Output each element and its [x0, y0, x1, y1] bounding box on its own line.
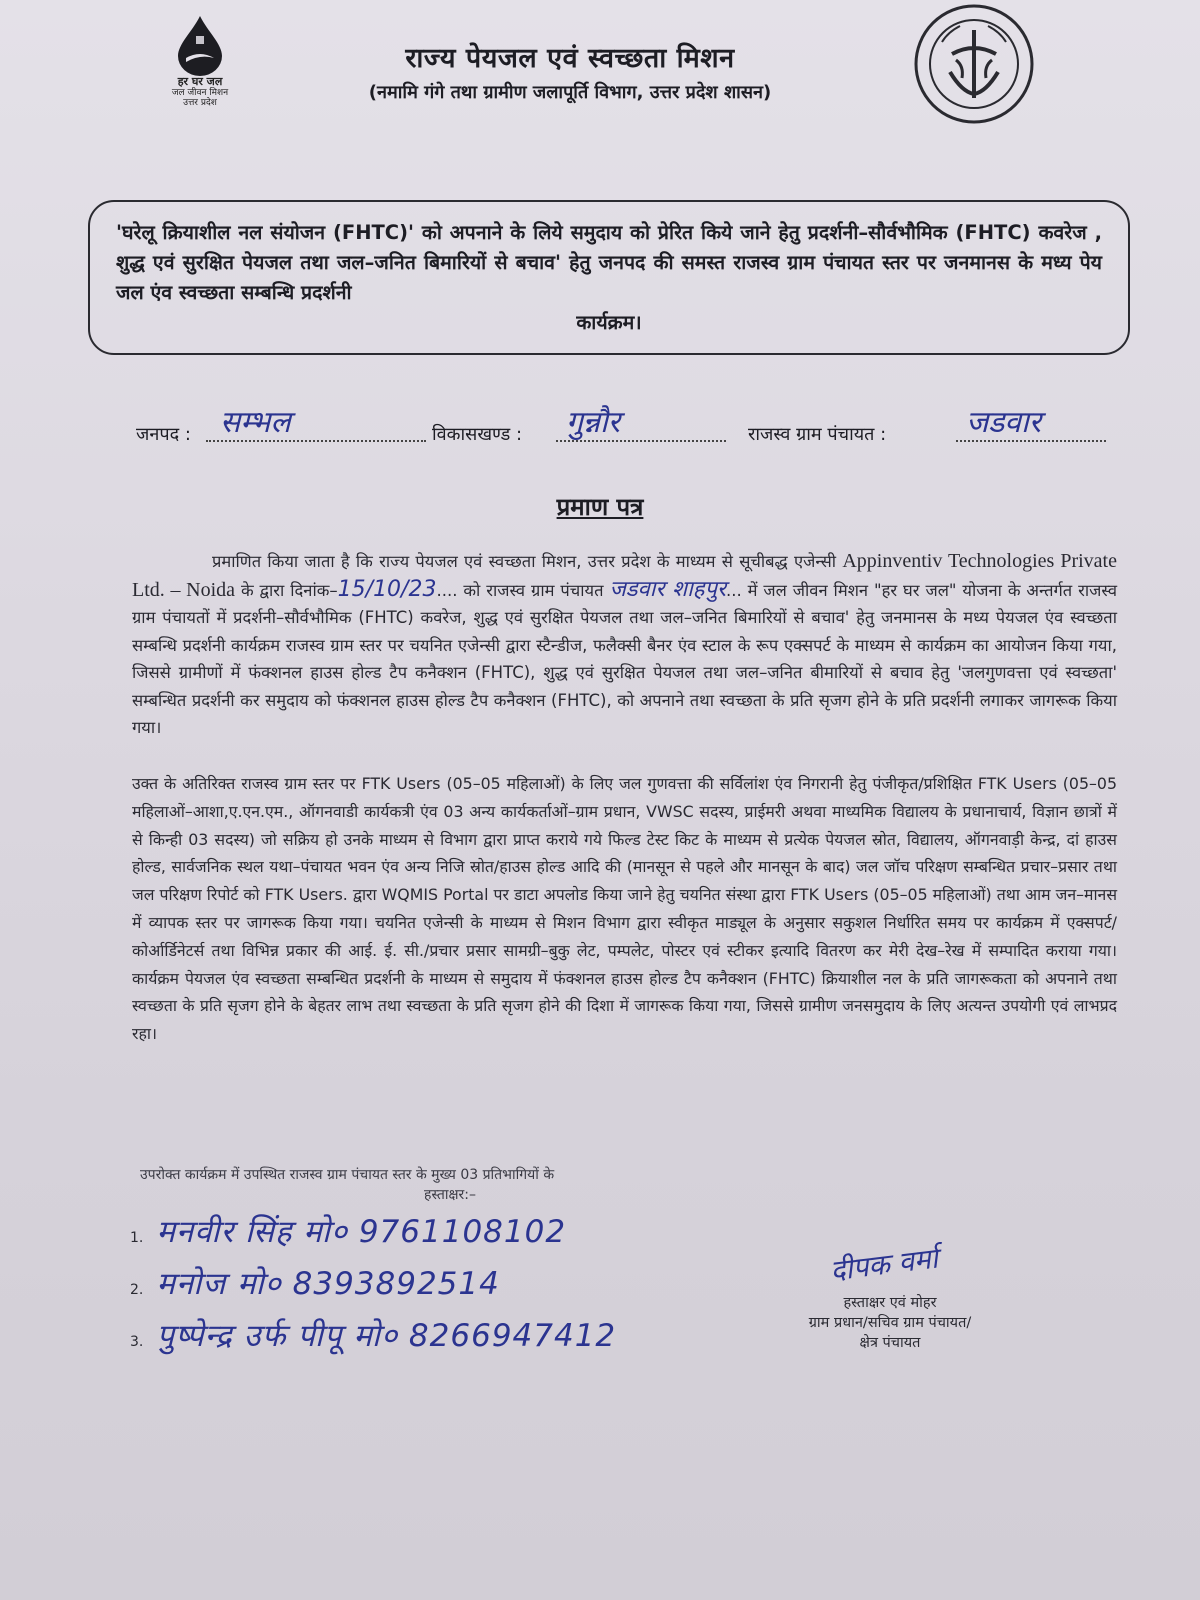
logo-caption-2: जल जीवन मिशन	[171, 88, 229, 98]
signatory-number: 3.	[130, 1334, 144, 1350]
logo-caption-1: हर घर जल	[177, 75, 223, 88]
note-line-1: उपरोक्त कार्यक्रम में उपस्थित राजस्व ग्राम पंचायत स्तर के मुख्य 03 प्रतिभागियों के	[140, 1167, 555, 1183]
paragraph-2: उक्त के अतिरिक्त राजस्व ग्राम स्तर पर FTK Users (05–05 महिलाओं) के लिए जल गुणवत्ता की सर्विलांश एंव निगरानी हेतु पंजीकृत/प्रशिक्षित FTK Users (05–05 महिलाओं–आशा,ए.एन.एम., ऑगनवाडी कार्यकत्री एंव 03 अन्य कार्यकर्ताओं–ग्राम प्रधान, VWSC सदस्य, प्राईमरी अथवा माध्यमिक विद्यालय के प्रधानाचार्य, विज्ञान छात्रों में से किन्ही 03 सदस्य) जो सक्रिय हो उनके माध्यम से विभाग द्वारा प्राप्त कराये गये फिल्ड टेस्ट किट के माध्यम से प्रत्येक पेयजल स्रोत, विद्यालय, ऑगनवाड़ी केन्द्र, दां हाउस होल्ड, सार्वजनिक स्थल यथा–पंचायत भवन एंव अन्य निजि स्रोत/हाउस होल्ड आदि की (मानसून से पहले और मानसून के बाद) जल जॉच परिक्षण सम्बन्धित प्रचार–प्रसार तथा जल परिक्षण रिपोर्ट को FTK Users. द्वारा WQMIS Portal पर डाटा अपलोड किया जाने हेतु चयनित संस्था द्वारा FTK Users (05–05 महिलाओं) तथा आम जन–मानस में व्यापक स्तर पर जागरूक किया गया। चयनित एजेन्सी के माध्यम से मिशन विभाग द्वारा स्वीकृत माड्यूल के अनुसार सकुशल निर्धारित समय पर कार्यक्रम में एक्सपर्ट/कोर्आर्डिनेटर्स तथा विभिन्न प्रकार की आई. ई. सी./प्रचार प्रसार सामग्री–बुकु लेट, पम्पलेट, पोस्टर एवं स्टीकर इत्यादि वितरण कर मेरी देख–रेख में सम्पादित कराया गया। कार्यक्रम पेयजल एंव स्वच्छता सम्बन्धित प्रदर्शनी के माध्यम से समुदाय में फंक्शनल हाउस होल्ड टैप कनैक्शन (FHTC) क्रियाशील नल के प्रति जागरूकता को अपनाने तथा स्वच्छता के प्रति सृजग होने के बेहतर लाभ तथा स्वच्छता के प्रति सृजग होने की दिशा में जागरूक किया गया, जिससे ग्रामीण जनसमुदाय के लिए अत्यन्त उपयोगी एवं लाभप्रद रहा।	[132, 774, 1117, 1044]
up-government-seal	[912, 2, 1036, 126]
box-line-2: प्रदर्शनी–सौर्वभौमिक (FHTC) कवरेज , शुद्ध एवं सुरक्षित पेयजल तथा जल–जनित बिमारियों से बचाव' हेतु	[116, 221, 1102, 274]
official-caption	[760, 1293, 1020, 1353]
p1-intro: प्रमाणित किया जाता है कि राज्य पेयजल एवं स्वच्छता मिशन, उत्तर प्रदेश के माध्यम से सूचीबद्ध एजेन्सी	[212, 552, 837, 571]
signatory-1	[130, 1210, 566, 1252]
p1-date-label: के द्वारा दिनांक–	[240, 580, 338, 600]
official-signature: दीपक वर्मा	[828, 1241, 940, 1288]
signatory-text: मनोज मो० 8393892514	[156, 1266, 500, 1302]
panchayat-value: जडवार	[966, 405, 1042, 440]
signatory-text: मनवीर सिंह मो० 9761108102	[156, 1214, 567, 1250]
signatory-text: पुष्पेन्द्र उर्फ पीपू मो० 8266947412	[156, 1318, 617, 1354]
box-line-1: 'घरेलू क्रियाशील नल संयोजन (FHTC)' को अपनाने के लिये समुदाय को प्रेरित किये जाने हेतु	[116, 221, 800, 244]
signatory-number: 2.	[130, 1282, 144, 1298]
signatory-3	[130, 1314, 616, 1356]
box-line-4: कार्यक्रम।	[576, 311, 642, 334]
certificate-heading: प्रमाण पत्र	[556, 493, 644, 521]
paragraph-1: प्रमाणित किया जाता है कि राज्य पेयजल एवं स्वच्छता मिशन, उत्तर प्रदेश के माध्यम से सूचीबद्ध एजेन्सी Appinventiv Technologies Private Ltd. – Noida के द्वारा दिनांक–15/10/23.... को राजस्व ग्राम पंचायत जडवार शाहपुर... में जल जीवन मिशन "हर घर जल" योजना के अन्तर्गत राजस्व ग्राम पंचायतों में प्रदर्शनी–सौर्वभौमिक (FHTC) कवरेज, शुद्ध एवं सुरक्षित पेयजल तथा जल–जनित बिमारियों से बचाव' हेतु जनमानस के मध्य पेयजल एंव स्वच्छता सम्बन्धि प्रदर्शनी कार्यक्रम राजस्व ग्राम स्तर पर चयनित एजेन्सी द्वारा स्टैन्डीज, फलैक्सी बैनर एंव स्टाल के रूप एक्सपर्ट के माध्यम से कार्यक्रम का आयोजन किया गया, जिससे ग्रामीणों में फंक्शनल हाउस होल्ड टैप कनैक्शन (FHTC), शुद्ध एवं सुरक्षित पेयजल तथा जल–जनित बीमारियों से बचाव हेतु 'जलगुणवत्ता एवं स्वच्छता' सम्बन्धित प्रदर्शनी कर समुदाय को फंक्शनल हाउस होल्ड टैप कनैक्शन (FHTC), को अपनाने तथा स्वच्छता के प्रति सृजग होने के प्रति प्रदर्शनी लगाकर जागरूक किया गया।	[132, 550, 1117, 737]
official-caption-2: ग्राम प्रधान/सचिव ग्राम पंचायत/	[808, 1315, 972, 1331]
district-label: जनपद :	[136, 424, 191, 445]
logo-caption-3: उत्तर प्रदेश	[183, 98, 217, 108]
panchayat-handwritten: जडवार शाहपुर	[609, 576, 726, 602]
p1-body: में जल जीवन मिशन "हर घर जल" योजना के अन्तर्गत राजस्व ग्राम पंचायतों में प्रदर्शनी–सौर्वभौमिक (FHTC) कवरेज, शुद्ध एवं सुरक्षित पेयजल तथा जल–जनित बिमारियों से बचाव' हेतु जनमानस के मध्य पेयजल एंव स्वच्छता सम्बन्धि प्रदर्शनी कार्यक्रम राजस्व ग्राम स्तर पर चयनित एजेन्सी द्वारा स्टैन्डीज, फलैक्सी बैनर एंव स्टाल के रूप एक्सपर्ट के माध्यम से कार्यक्रम का आयोजन किया गया, जिससे ग्रामीणों में फंक्शनल हाउस होल्ड टैप कनैक्शन (FHTC), शुद्ध एवं सुरक्षित पेयजल तथा जल–जनित बीमारियों से बचाव हेतु 'जलगुणवत्ता एवं स्वच्छता' सम्बन्धित प्रदर्शनी कर समुदाय को फंक्शनल हाउस होल्ड टैप कनैक्शन (FHTC), को अपनाने तथा स्वच्छता के प्रति सृजग होने के प्रति प्रदर्शनी लगाकर जागरूक किया गया।	[132, 580, 1117, 737]
signatory-number: 1.	[130, 1230, 144, 1246]
district-value: सम्भल	[220, 405, 291, 440]
block-label: विकासखण्ड :	[432, 424, 523, 445]
programme-title-box	[88, 200, 1130, 355]
event-date: 15/10/23	[337, 576, 437, 602]
note-line-2: हस्ताक्षर:–	[424, 1187, 476, 1203]
agency-name: Appinventiv Technologies Private Ltd. – Noida	[132, 550, 1117, 601]
block-value: गुन्नौर	[566, 405, 621, 440]
location-fields	[136, 400, 1116, 450]
official-caption-1: हस्ताक्षर एवं मोहर	[843, 1295, 937, 1311]
official-caption-3: क्षेत्र पंचायत	[859, 1335, 921, 1351]
seal-text	[912, 2, 1036, 126]
signatory-2	[130, 1262, 500, 1304]
participants-note	[140, 1165, 760, 1205]
box-line-3: जनपद की समस्त राजस्व ग्राम पंचायत स्तर पर जनमानस के मध्य पेय जल एंव स्वच्छता सम्बन्धि प्रदर्शनी	[116, 251, 1102, 304]
har-ghar-jal-logo	[145, 14, 255, 108]
page-subtitle: (नमामि गंगे तथा ग्रामीण जलापूर्ति विभाग, उत्तर प्रदेश शासन)	[368, 82, 772, 103]
p1-panchayat-label: को राजस्व ग्राम पंचायत	[463, 580, 604, 600]
water-drop-icon	[172, 14, 228, 76]
panchayat-label: राजस्व ग्राम पंचायत :	[748, 424, 887, 445]
page-title: राज्य पेयजल एवं स्वच्छता मिशन	[405, 43, 735, 74]
